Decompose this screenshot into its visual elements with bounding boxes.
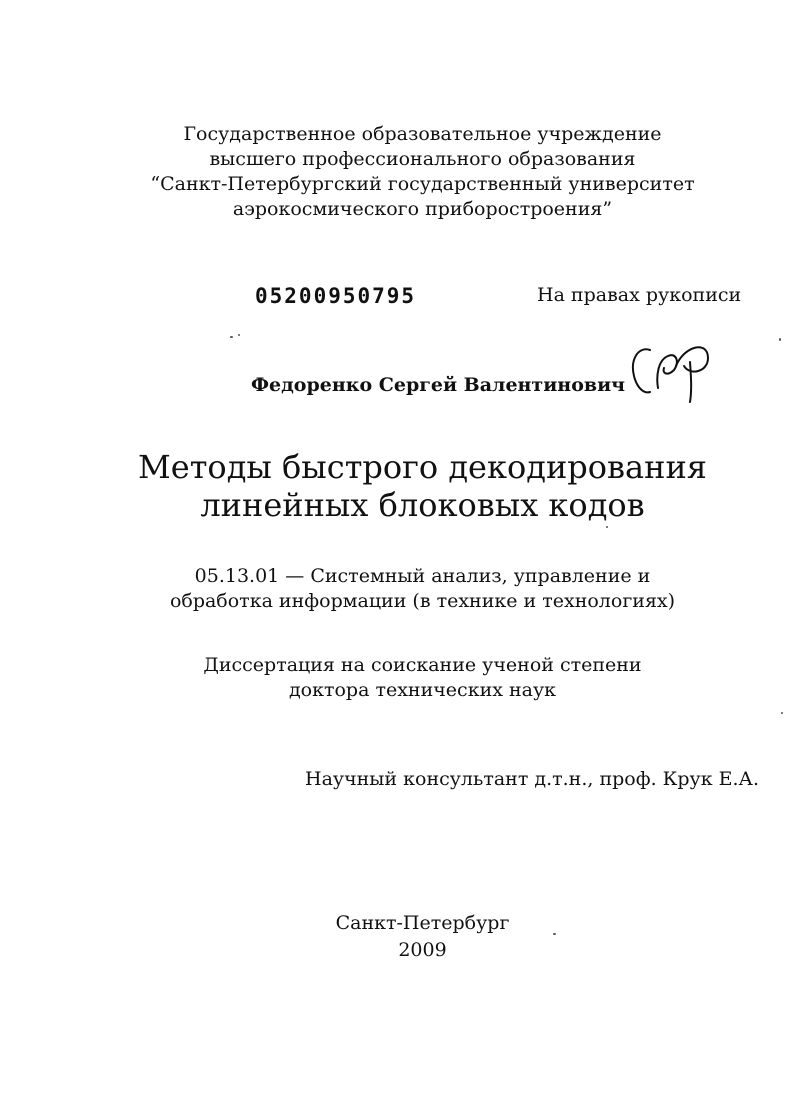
title-line: Методы быстрого декодирования bbox=[138, 448, 707, 486]
city: Санкт-Петербург bbox=[335, 912, 510, 934]
scan-speck bbox=[230, 336, 233, 338]
degree-block bbox=[0, 653, 795, 703]
institution-block bbox=[0, 122, 795, 222]
catalog-number: 05200950795 bbox=[255, 284, 417, 308]
institution-line: “Санкт-Петербургский государственный университет bbox=[150, 173, 695, 195]
scan-speck bbox=[238, 334, 240, 336]
institution-line: аэрокосмического приборостроения” bbox=[232, 198, 613, 220]
title-line: линейных блоковых кодов bbox=[200, 486, 645, 524]
institution-line: высшего профессионального образования bbox=[209, 148, 636, 170]
author-name: Федоренко Сергей Валентинович bbox=[251, 374, 626, 396]
scan-speck bbox=[779, 338, 781, 341]
degree-line: Диссертация на соискание ученой степени bbox=[203, 654, 642, 676]
year: 2009 bbox=[398, 939, 447, 961]
specialty-block bbox=[0, 564, 795, 614]
rights-note: На правах рукописи bbox=[537, 284, 742, 306]
specialty-line: 05.13.01 — Системный анализ, управление и bbox=[194, 565, 651, 587]
scan-speck bbox=[781, 712, 783, 714]
degree-line: доктора технических наук bbox=[288, 679, 557, 701]
scan-speck bbox=[606, 526, 608, 528]
institution-line: Государственное образовательное учреждение bbox=[183, 123, 662, 145]
scientific-consultant: Научный консультант д.т.н., проф. Крук Е.А. bbox=[305, 768, 759, 790]
signature-icon bbox=[628, 336, 718, 406]
dissertation-title bbox=[0, 448, 795, 524]
specialty-line: обработка информации (в технике и технологиях) bbox=[169, 590, 676, 612]
scan-speck bbox=[553, 933, 556, 935]
city-year-block bbox=[0, 910, 795, 964]
